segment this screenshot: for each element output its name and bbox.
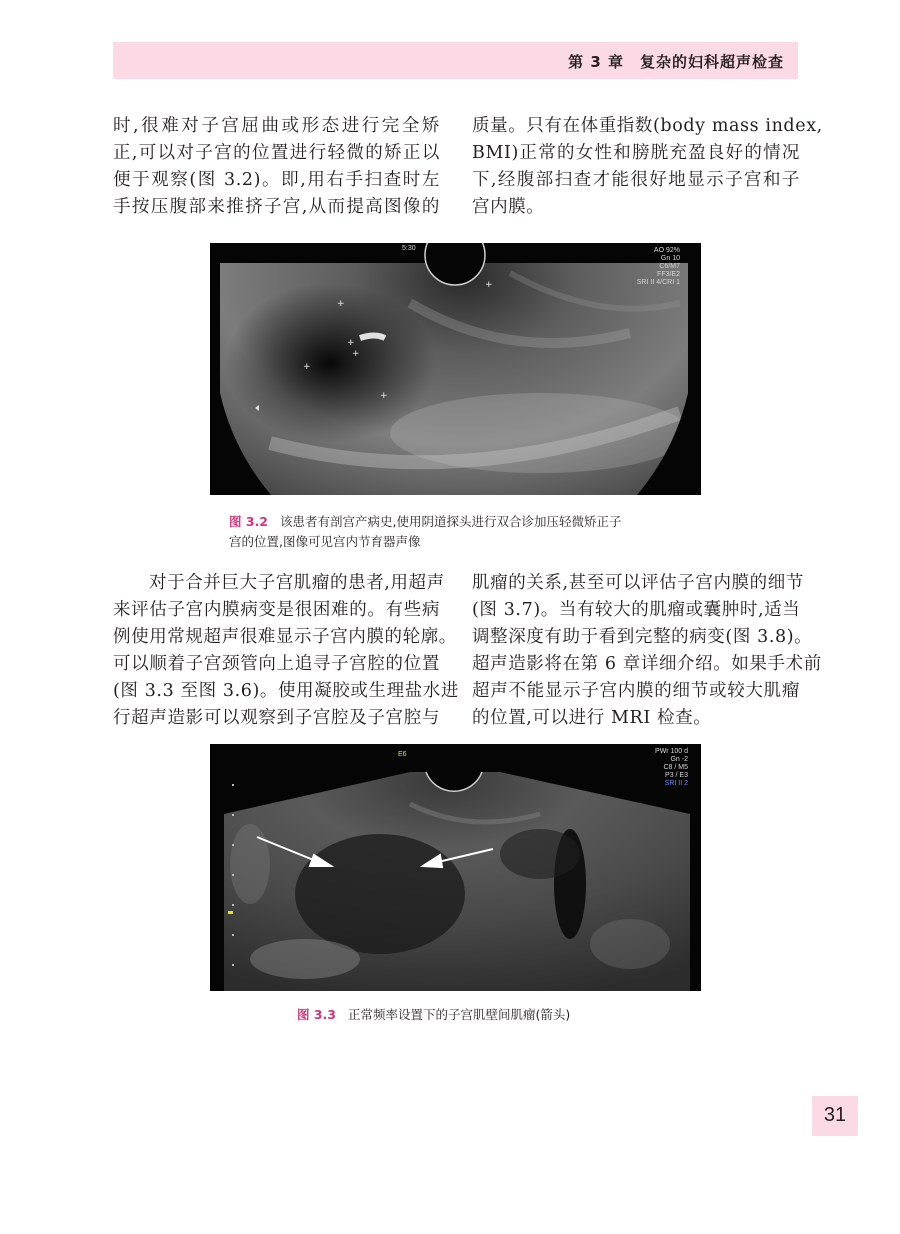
overlay-param: FF3/E2 <box>657 271 680 278</box>
figure-3-2-caption <box>229 512 699 552</box>
svg-text:+: + <box>352 349 360 359</box>
text-line: 超声造影将在第 6 章详细介绍。如果手术前 <box>472 654 822 674</box>
text-line: 来评估子宫内膜病变是很困难的。有些病 <box>113 600 440 620</box>
caption-text: 宫的位置,图像可见宫内节育器声像 <box>229 534 421 549</box>
text-line: (图 3.7)。当有较大的肌瘤或囊肿时,适当 <box>472 600 801 620</box>
text-line: (图 3.3 至图 3.6)。使用凝胶或生理盐水进 <box>113 681 460 701</box>
text-line: 可以顺着子宫颈管向上追寻子宫腔的位置 <box>113 654 440 674</box>
text-line: 便于观察(图 3.2)。即,用右手扫查时左 <box>113 170 440 190</box>
overlay-param: Gn -2 <box>670 756 688 763</box>
ultrasound-fan-svg <box>210 243 701 495</box>
text-line: 正,可以对子宫的位置进行轻微的矫正以 <box>113 143 440 163</box>
text-line: BMI)正常的女性和膀胱充盈良好的情况 <box>472 143 800 163</box>
svg-text:+: + <box>485 280 493 290</box>
caption-text: 该患者有剖宫产病史,使用阴道探头进行双合诊加压轻微矫正子 <box>280 514 622 529</box>
ultrasound-image-fig-3-2 <box>210 243 701 495</box>
overlay-param: AO 92% <box>653 247 680 254</box>
overlay-param: C6/M7 <box>659 263 680 270</box>
svg-text:+: + <box>380 391 388 401</box>
paragraph-1-right <box>472 113 823 221</box>
caption-label: 图 3.2 <box>229 514 268 529</box>
text-line: 质量。只有在体重指数(body mass index, <box>472 116 823 136</box>
overlay-label: E6 <box>398 751 407 758</box>
text-line: 肌瘤的关系,甚至可以评估子宫内膜的细节 <box>472 573 804 593</box>
text-line: 例使用常规超声很难显示子宫内膜的轮廓。 <box>113 627 457 647</box>
text-line: 调整深度有助于看到完整的病变(图 3.8)。 <box>472 627 813 647</box>
page-number: 31 <box>823 1104 847 1126</box>
paragraph-2-left <box>113 570 460 732</box>
text-line: 宫内膜。 <box>472 197 545 217</box>
svg-text:+: + <box>347 338 355 348</box>
ultrasound-image-fig-3-3 <box>210 744 701 991</box>
ultrasound-fan-svg <box>210 744 701 991</box>
overlay-time: 5:30 <box>402 245 416 252</box>
text-line: 时,很难对子宫屈曲或形态进行完全矫 <box>113 116 440 136</box>
text-line: 对于合并巨大子宫肌瘤的患者,用超声 <box>149 573 445 593</box>
text-line: 超声不能显示子宫内膜的细节或较大肌瘤 <box>472 681 800 701</box>
overlay-param: SRI II 2 <box>664 780 688 787</box>
text-line: 手按压腹部来推挤子宫,从而提高图像的 <box>113 197 440 217</box>
figure-3-3-caption <box>297 1005 717 1025</box>
svg-text:+: + <box>303 362 311 372</box>
overlay-param: C8 / M5 <box>663 764 688 771</box>
paragraph-2-right <box>472 570 822 732</box>
chapter-title: 第 3 章 复杂的妇科超声检查 <box>568 53 784 71</box>
text-line: 的位置,可以进行 MRI 检查。 <box>472 708 712 728</box>
overlay-param: PWr 100 d <box>655 748 688 755</box>
text-line: 下,经腹部扫查才能很好地显示子宫和子 <box>472 170 800 190</box>
overlay-param: Gn 10 <box>660 255 680 262</box>
svg-text:+: + <box>337 299 345 309</box>
chapter-header-band <box>113 42 798 79</box>
paragraph-1-left <box>113 113 440 221</box>
text-line: 行超声造影可以观察到子宫腔及子宫腔与 <box>113 708 440 728</box>
caption-text: 正常频率设置下的子宫肌壁间肌瘤(箭头) <box>348 1007 571 1022</box>
page-number-box <box>812 1096 858 1136</box>
caption-label: 图 3.3 <box>297 1007 336 1022</box>
overlay-param: SRI II 4/CRI 1 <box>636 279 680 286</box>
overlay-param: P3 / E3 <box>665 772 688 779</box>
